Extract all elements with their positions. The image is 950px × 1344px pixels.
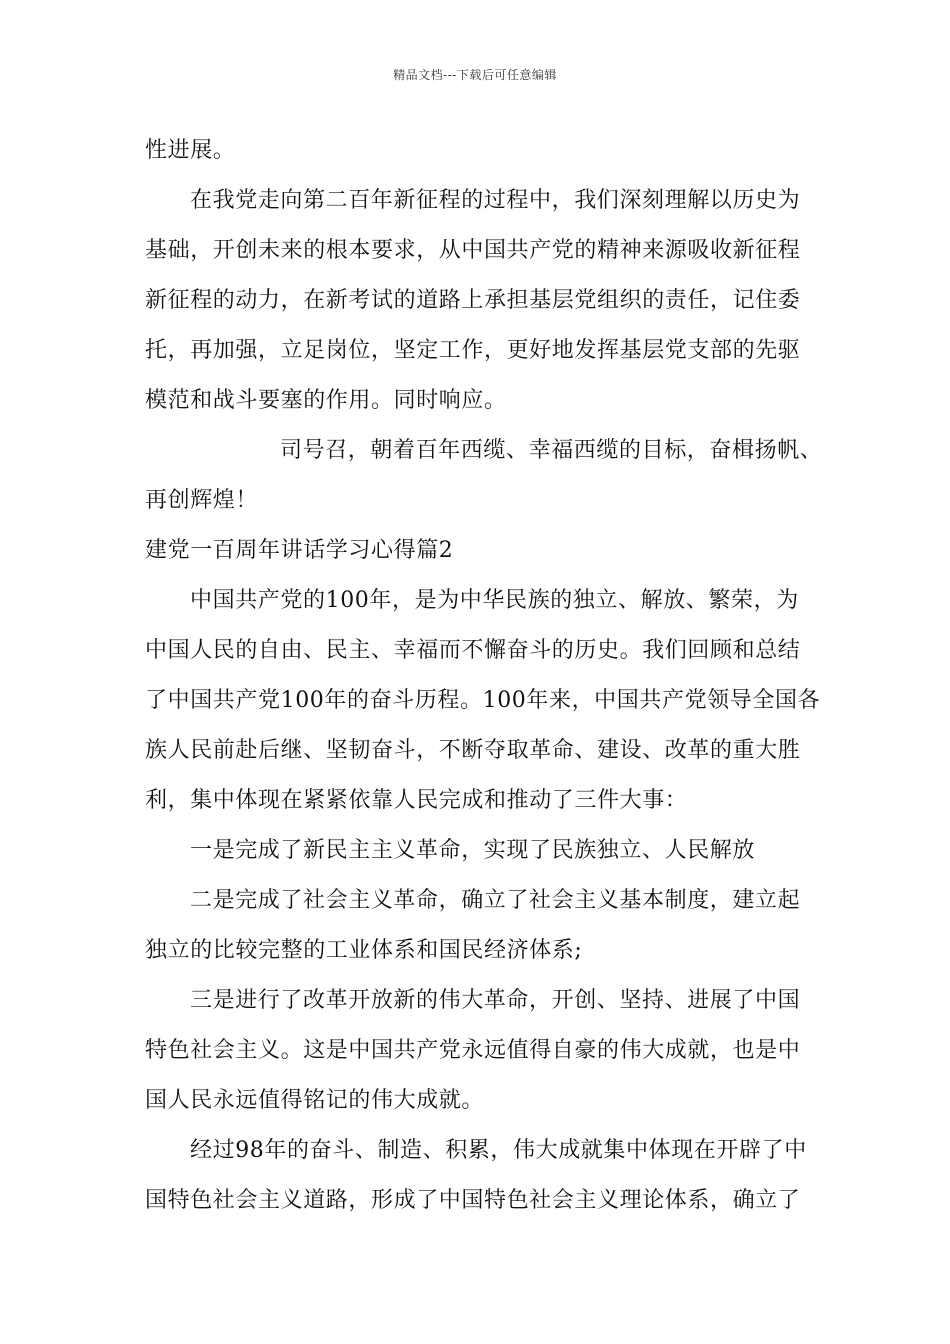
- text-line: 一是完成了新民主主义革命，实现了民族独立、人民解放: [190, 838, 756, 863]
- text-line: 族人民前赴后继、坚韧奋斗，不断夺取革命、建设、改革的重大胜: [145, 738, 801, 763]
- text-line: 经过98年的奋斗、制造、积累，伟大成就集中体现在开辟了中: [190, 1138, 807, 1163]
- text-line: 新征程的动力，在新考试的道路上承担基层党组织的责任，记住委: [145, 288, 801, 313]
- text-line: 了中国共产党100年的奋斗历程。100年来，中国共产党领导全国各: [145, 688, 821, 713]
- text-line: 在我党走向第二百年新征程的过程中，我们深刻理解以历史为: [190, 188, 801, 213]
- text-line: 三是进行了改革开放新的伟大革命，开创、坚持、进展了中国: [190, 988, 801, 1013]
- text-line: 司号召，朝着百年西缆、幸福西缆的目标，奋楫扬帆、: [280, 438, 823, 463]
- text-line: 托，再加强，立足岗位，坚定工作，更好地发挥基层党支部的先驱: [145, 338, 801, 363]
- text-line: 二是完成了社会主义革命，确立了社会主义基本制度，建立起: [190, 888, 801, 913]
- text-line: 性进展。: [145, 138, 236, 163]
- text-line: 基础，开创未来的根本要求，从中国共产党的精神来源吸收新征程: [145, 238, 801, 263]
- text-line: 再创辉煌！: [145, 488, 259, 513]
- text-line: 模范和战斗要塞的作用。同时响应。: [145, 388, 507, 413]
- section-heading: 建党一百周年讲话学习心得篇2: [145, 538, 454, 563]
- text-line: 独立的比较完整的工业体系和国民经济体系;: [145, 938, 583, 963]
- text-line: 中国共产党的100年，是为中华民族的独立、解放、繁荣，为: [190, 588, 799, 613]
- text-line: 利，集中体现在紧紧依靠人民完成和推动了三件大事：: [145, 788, 688, 813]
- text-line: 特色社会主义。这是中国共产党永远值得自豪的伟大成就，也是中: [145, 1038, 801, 1063]
- text-line: 国特色社会主义道路，形成了中国特色社会主义理论体系，确立了: [145, 1188, 801, 1213]
- text-line: 国人民永远值得铭记的伟大成就。: [145, 1088, 485, 1113]
- text-line: 中国人民的自由、民主、幸福而不懈奋斗的历史。我们回顾和总结: [145, 638, 801, 663]
- page-header: 精品文档---下载后可任意编辑: [393, 68, 557, 82]
